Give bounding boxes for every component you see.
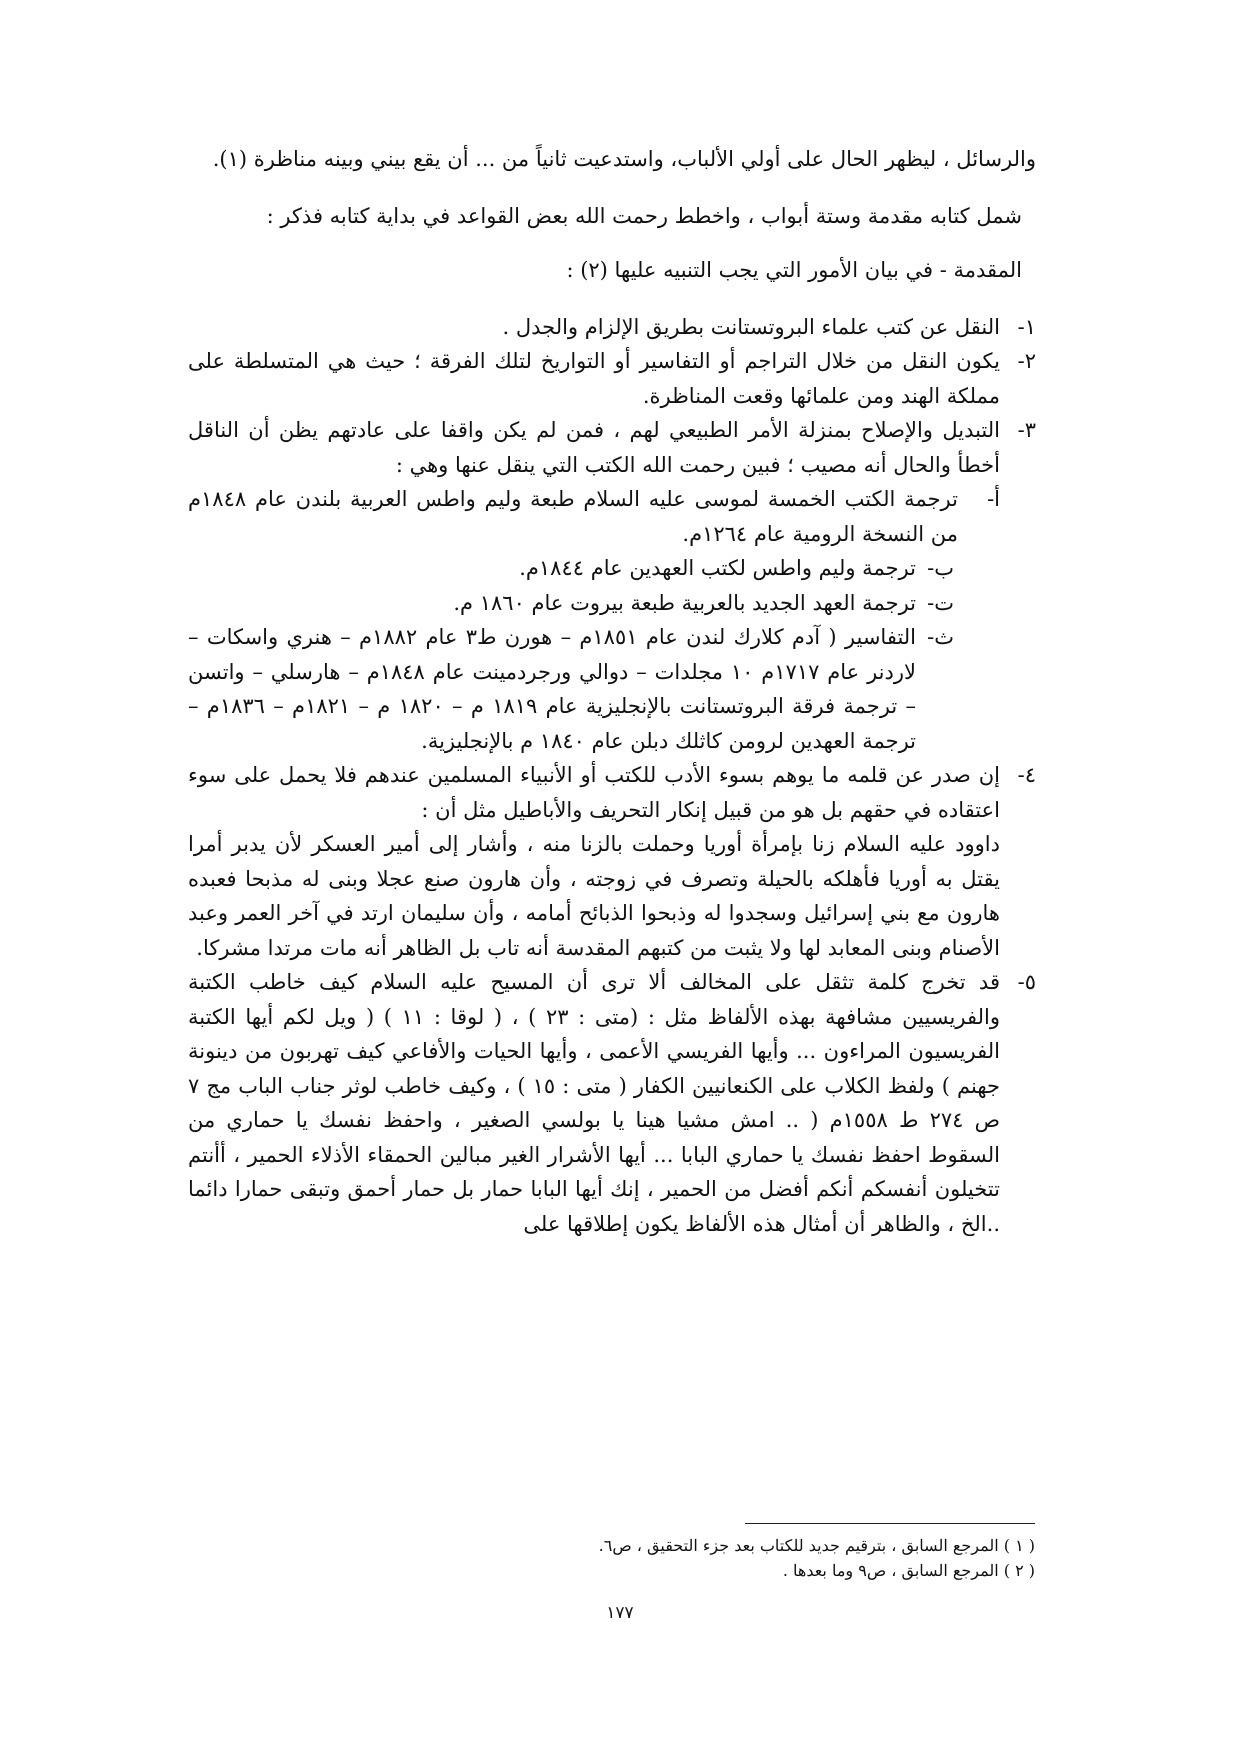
sub-list-letter: ث- bbox=[927, 625, 954, 649]
sub-list-text: ترجمة الكتب الخمسة لموسى عليه السلام طبعة وليم واطس العربية بلندن عام ١٨٤٨م من النسخة الرومية عام ١٢٦٤م. bbox=[188, 487, 958, 546]
list-text: إن صدر عن قلمه ما يوهم بسوء الأدب للكتب أو الأنبياء المسلمين عندهم فلا يحمل على سوء اعتقاده في حقهم بل هو من قبيل إنكار التحريف والأباطيل مثل أن : bbox=[188, 763, 1000, 822]
footnote: ( ٢ ) المرجع السابق ، ص٩ وما بعدها . bbox=[782, 1561, 1035, 1580]
footnote-separator bbox=[745, 1523, 1035, 1524]
list-number: ٥- bbox=[1017, 970, 1036, 994]
sub-list-letter: ب- bbox=[927, 556, 954, 580]
list-text: النقل عن كتب علماء البروتستانت بطريق الإلزام والجدل . bbox=[502, 314, 1000, 339]
sub-list-letter: أ- bbox=[987, 487, 1000, 511]
footnotes bbox=[500, 1533, 1035, 1583]
muqaddima-heading: المقدمة - في بيان الأمور التي يجب التنبيه عليها (٢) : bbox=[566, 258, 1022, 282]
list-item bbox=[188, 413, 1036, 758]
list-item bbox=[188, 965, 1036, 1241]
main-text bbox=[188, 142, 1036, 1241]
list-number: ٤- bbox=[1017, 763, 1036, 787]
intro-paragraph: شمل كتابه مقدمة وستة أبواب ، واخطط رحمت الله بعض القواعد في بداية كتابه فذكر : bbox=[266, 203, 1022, 228]
list-number: ٢- bbox=[1017, 349, 1036, 373]
list-number: ٣- bbox=[1017, 418, 1036, 442]
list-text: يكون النقل من خلال التراجم أو التفاسير أو التواريخ لتلك الفرقة ؛ حيث هي المتسلطة على مملكة الهند ومن علمائها وقعت المناظرة. bbox=[188, 349, 1000, 408]
list-item bbox=[188, 310, 1036, 345]
sub-list-item bbox=[188, 586, 1000, 621]
sub-list-item bbox=[188, 551, 1000, 586]
sub-list-item bbox=[188, 482, 1000, 551]
list-text: قد تخرج كلمة تثقل على المخالف ألا ترى أن المسيح عليه السلام كيف خاطب الكتبة والفريسيين مشافهة بهذه الألفاظ مثل : (متى : ٢٣ ) ، ( لوقا : ١١ ) ( ويل لكم أيها الكتبة الفريسيون المراءون ... وأيها الفريسي الأعمى ، وأيها الحيات والأفاعي كيف تهربون من دينونة جهنم ) ولفظ الكلاب على الكنعانيين الكفار ( متى : ١٥ ) ، وكيف خاطب لوثر جناب الباب مج ٧ ص ٢٧٤ ط ١٥٥٨م ( .. امش مشيا هينا يا بولسي الصغير ، واحفظ نفسك يا حماري من السقوط احفظ نفسك يا حماري البابا ... أيها الأشرار الغير مبالين الحمقاء الأذلاء الحمير ، أأنتم تتخيلون أنفسكم أنكم أفضل من الحمير ، إنك أيها البابا حمار بل حمار أحمق وتبقى حمارا دائما ..الخ ، والظاهر أن أمثال هذه الألفاظ يكون إطلاقها على bbox=[188, 970, 1000, 1236]
list-item-body bbox=[188, 758, 1000, 965]
sub-list-text: ترجمة العهد الجديد بالعربية طبعة بيروت عام ١٨٦٠ م. bbox=[453, 590, 916, 615]
sub-list-text: التفاسير ( آدم كلارك لندن عام ١٨٥١م – هورن ط٣ عام ١٨٨٢م – هنري واسكات – لاردنر عام ١٧١٧م ١٠ مجلدات – دوالي ورجردمينت عام ١٨٤٨م – هارسلي – واتسن – ترجمة فرقة البروتستانت بالإنجليزية عام ١٨١٩ م – ١٨٢٠ م – ١٨٢١م – ١٨٣٦م – ترجمة العهدين لرومن كاثلك دبلن عام ١٨٤٠ م بالإنجليزية. bbox=[188, 625, 917, 753]
list-number: ١- bbox=[1017, 314, 1036, 339]
list-item bbox=[188, 758, 1036, 965]
continuation-paragraph: والرسائل ، ليظهر الحال على أولي الألباب، واستدعيت ثانياً من ... أن يقع بيني وبينه مناظرة (١). bbox=[212, 147, 1036, 171]
sub-list-text: ترجمة وليم واطس لكتب العهدين عام ١٨٤٤م. bbox=[519, 556, 916, 580]
list-continuation-text: داوود عليه السلام زنا بإمرأة أوريا وحملت بالزنا منه ، وأشار إلى أمير العسكر لأن يدبر أمرا يقتل به أوريا فأهلكه بالحيلة وتصرف في زوجته ، وأن هارون صنع عجلا وبنى له مذبحا فعبده هارون مع بني إسرائيل وسجدوا له وذبحوا الذبائح أمامه ، وأن سليمان ارتد في آخر العمر وعبد الأصنام وبنى المعابد لها ولا يثبت من كتبهم المقدسة أنه تاب بل الظاهر أنه مات مرتدا مشركا. bbox=[188, 832, 1000, 960]
list-item-body bbox=[188, 413, 1000, 758]
page-number: ١٧٧ bbox=[606, 1603, 634, 1623]
list-text: التبديل والإصلاح بمنزلة الأمر الطبيعي لهم ، فمن لم يكن واقفا على عادتهم يظن أن الناقل أخطأ والحال أنه مصيب ؛ فبين رحمت الله الكتب التي ينقل عنها وهي : bbox=[188, 418, 1000, 477]
footnote: ( ١ ) المرجع السابق ، بترقيم جديد للكتاب بعد جزء التحقيق ، ص٦. bbox=[598, 1536, 1035, 1555]
list-item bbox=[188, 344, 1036, 413]
sub-list-letter: ت- bbox=[927, 590, 954, 615]
sub-list-item bbox=[188, 620, 1000, 758]
